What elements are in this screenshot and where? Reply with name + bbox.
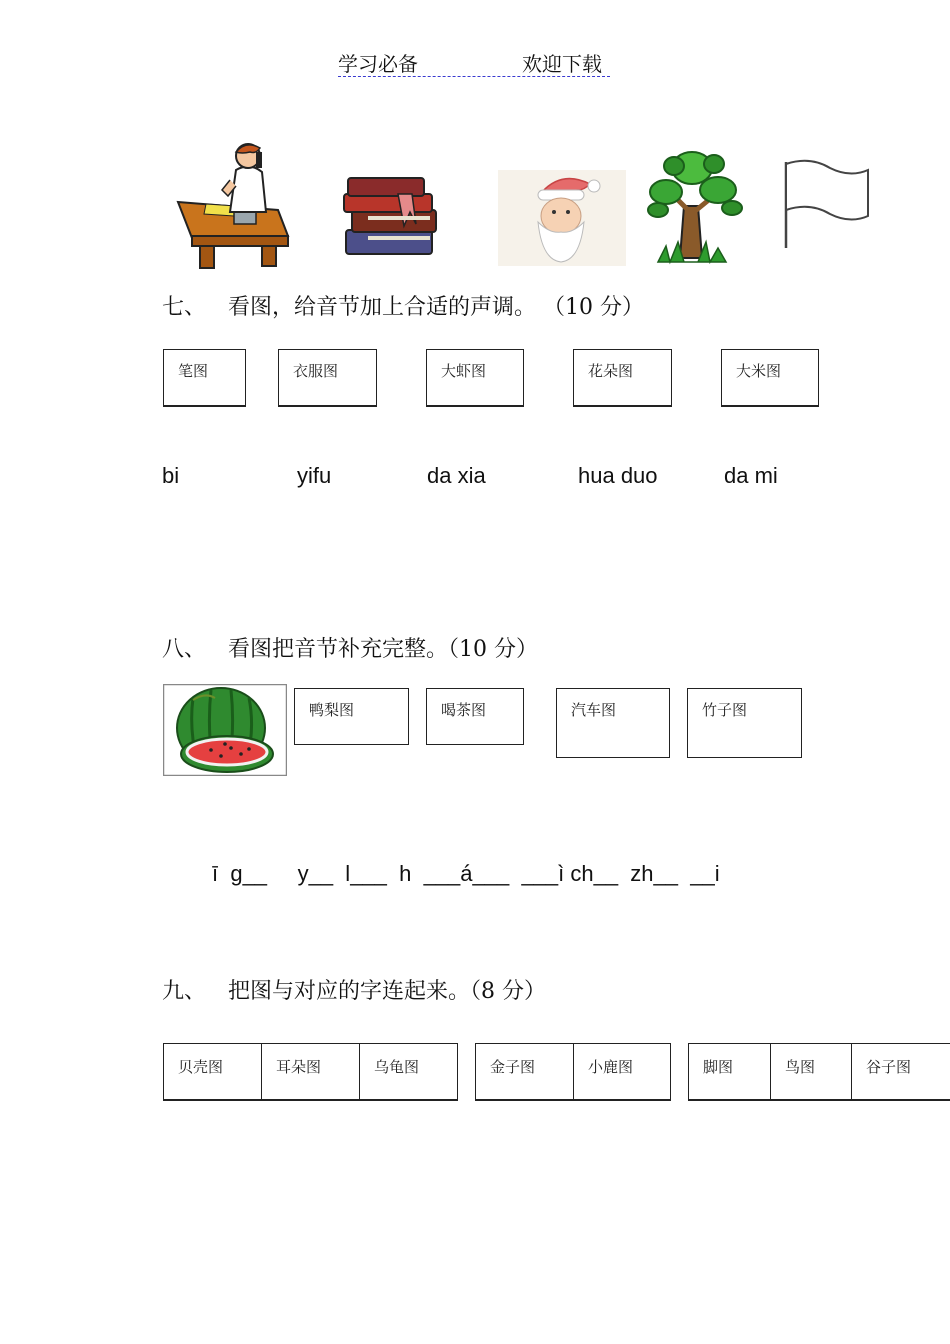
q7-pinyin-5: da mi: [724, 463, 778, 488]
q9-group3-cell-1: 脚图: [689, 1044, 771, 1099]
q8-box-1: 鸭梨图: [294, 688, 409, 745]
q8-box-4: 竹子图: [687, 688, 802, 758]
q8-fill-in-line: ī g__ y__ l___ h ___á___ ___ì ch__ zh__ __i: [212, 861, 720, 886]
q7-box-4: 花朵图: [573, 349, 672, 407]
q7-pinyin-3: da xia: [427, 463, 486, 488]
flag-icon: [780, 158, 872, 252]
question-8-title: [162, 632, 538, 663]
q9-group-1: [163, 1043, 458, 1101]
q9-group1-cell-3: 乌龟图: [374, 1058, 420, 1076]
q9-group-2: [475, 1043, 671, 1101]
q9-group2-cell-1: 金子图: [476, 1044, 574, 1099]
q7-box-5: 大米图: [721, 349, 819, 407]
header-right-text: 欢迎下载: [522, 52, 602, 76]
question-8-number: 八、: [162, 637, 207, 662]
tree-icon: [636, 146, 746, 268]
q9-group3-cell-3: 谷子图: [866, 1058, 912, 1076]
header-left-text: 学习必备: [338, 52, 418, 76]
question-8-text: 看图把音节补充完整。（10 分）: [228, 637, 538, 662]
question-7-number: 七、: [162, 295, 207, 320]
watermelon-icon: [163, 684, 287, 776]
q7-box-2: 衣服图: [278, 349, 377, 407]
books-icon: [338, 172, 448, 267]
question-7-text: 看图，给音节加上合适的声调。 （10 分）: [228, 295, 644, 320]
q9-group1-cell-2: 耳朵图: [262, 1044, 360, 1099]
q7-box-3: 大虾图: [426, 349, 524, 407]
question-9-title: [162, 974, 546, 1005]
santa-icon: [498, 170, 626, 266]
q9-group-3: [688, 1043, 950, 1101]
q9-group1-cell-1: 贝壳图: [164, 1044, 262, 1099]
telephone-desk-icon: [170, 140, 295, 270]
q7-pinyin-1: bi: [162, 463, 180, 488]
q8-box-2: 喝茶图: [426, 688, 524, 745]
q8-box-3: 汽车图: [556, 688, 670, 758]
q7-pinyin-4: hua duo: [578, 463, 658, 488]
q7-box-1: 笔图: [163, 349, 246, 407]
question-7-title: [162, 290, 644, 321]
q9-group2-cell-2: 小鹿图: [588, 1058, 634, 1076]
q7-pinyin-2: yifu: [297, 463, 332, 488]
page-header: [338, 46, 610, 77]
q9-group3-cell-2: 鸟图: [771, 1044, 852, 1099]
question-9-text: 把图与对应的字连起来。（8 分）: [228, 979, 546, 1004]
question-9-number: 九、: [162, 979, 207, 1004]
